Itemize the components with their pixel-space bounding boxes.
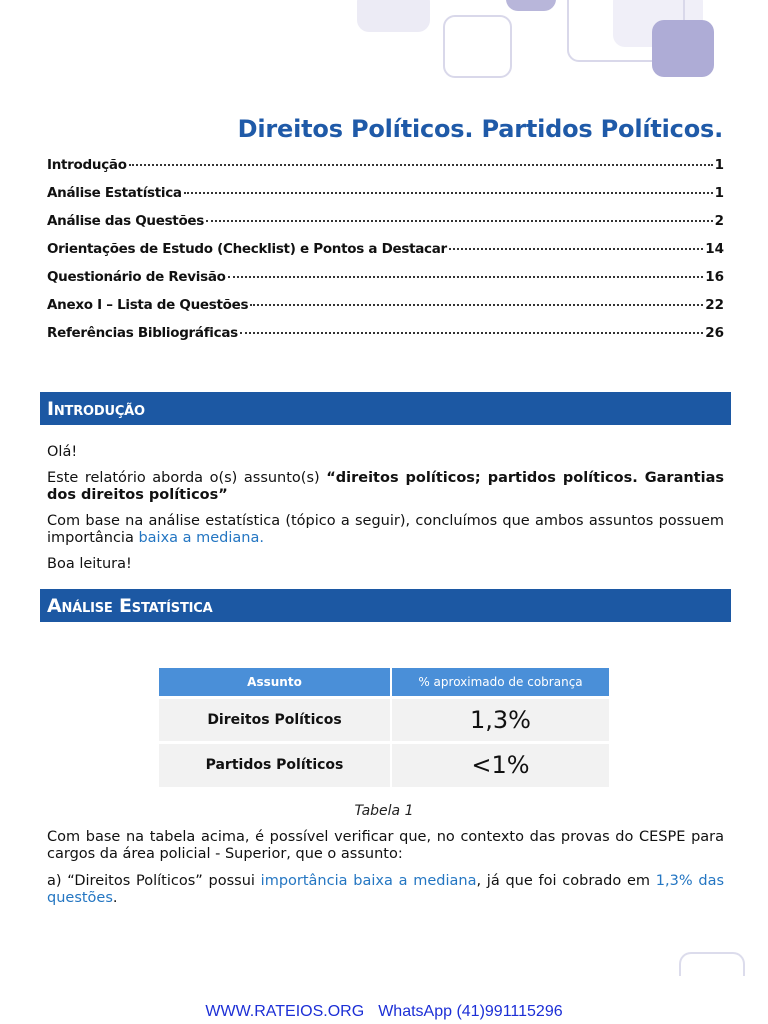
toc-entry-page: 1 [714, 157, 724, 173]
toc-entry-questionario[interactable] [47, 269, 724, 297]
toc-entry-label: Questionário de Revisão [47, 269, 226, 285]
toc-entry-page: 22 [705, 297, 724, 313]
intro-paragraph-1-text: Este relatório aborda o(s) assunto(s) [47, 470, 327, 486]
analysis-paragraph-2-mid: , já que foi cobrado em [476, 873, 656, 889]
toc-leader-dots [240, 332, 703, 334]
analysis-paragraph-2-end: . [112, 890, 118, 906]
importance-highlight: baixa a mediana. [138, 530, 264, 546]
column-header-assunto: Assunto [159, 668, 391, 697]
decorative-square [357, 0, 430, 32]
table-caption: Tabela 1 [354, 803, 414, 819]
toc-leader-dots [184, 192, 713, 194]
toc-entry-label: Análise das Questões [47, 213, 205, 229]
footer-site-link[interactable]: WWW.RATEIOS.ORG [205, 1003, 365, 1020]
toc-leader-dots [449, 248, 703, 250]
toc-entry-page: 26 [705, 325, 724, 341]
section-heading-introducao: Introdução [40, 392, 731, 425]
intro-paragraph-2-text: Com base na análise estatística (tópico a seguir), concluímos que ambos assuntos possuem importância [47, 513, 724, 546]
statistics-table [159, 668, 611, 787]
toc-leader-dots [228, 276, 704, 278]
section-heading-analise-estatistica: Análise Estatística [40, 589, 731, 622]
decorative-square [652, 20, 714, 77]
table-cell-assunto: Partidos Políticos [159, 742, 391, 787]
toc-entry-anexo[interactable] [47, 297, 724, 325]
footer-whatsapp[interactable]: WhatsApp (41)991115296 [378, 1003, 563, 1020]
table-row [159, 697, 610, 742]
toc-entry-page: 16 [705, 269, 724, 285]
intro-paragraph-2 [47, 513, 724, 547]
toc-entry-page: 1 [714, 185, 724, 201]
toc-leader-dots [250, 304, 703, 306]
toc-leader-dots [129, 164, 713, 166]
closing-text: Boa leitura! [47, 556, 132, 572]
intro-subject-quote: “direitos políticos; partidos políticos. Garantias dos direitos políticos” [47, 470, 724, 503]
toc-entry-page: 2 [714, 213, 724, 229]
greeting-text: Olá! [47, 444, 78, 460]
column-header-percentual: % aproximado de cobrança [391, 668, 610, 697]
document-title: Direitos Políticos. Partidos Políticos. [237, 115, 723, 143]
table-cell-percentual: 1,3% [391, 697, 610, 742]
analysis-paragraph-2 [47, 873, 724, 907]
toc-entry-introducao[interactable] [47, 157, 724, 185]
percentage-highlight: 1,3% das questões [47, 873, 725, 906]
toc-entry-analise-estatistica[interactable] [47, 185, 724, 213]
decorative-square-outline [443, 15, 512, 78]
toc-entry-label: Orientações de Estudo (Checklist) e Pontos a Destacar [47, 241, 447, 257]
table-row [159, 742, 610, 787]
table-cell-assunto: Direitos Políticos [159, 697, 391, 742]
toc-entry-page: 14 [705, 241, 724, 257]
decorative-square [506, 0, 556, 11]
toc-entry-label: Anexo I – Lista de Questões [47, 297, 249, 313]
toc-entry-label: Introdução [47, 157, 127, 173]
toc-entry-label: Referências Bibliográficas [47, 325, 238, 341]
toc-entry-label: Análise Estatística [47, 185, 182, 201]
analysis-paragraph-2-text: a) “Direitos Políticos” possui [47, 873, 261, 889]
table-header-row [159, 668, 610, 697]
importance-highlight: importância baixa a mediana [260, 873, 477, 889]
toc-entry-analise-questoes[interactable] [47, 213, 724, 241]
toc-entry-orientacoes[interactable] [47, 241, 724, 269]
table-cell-percentual: <1% [391, 742, 610, 787]
page-corner-tab [679, 952, 745, 976]
intro-paragraph-1 [47, 470, 724, 504]
table-of-contents [47, 157, 724, 353]
toc-entry-referencias[interactable] [47, 325, 724, 353]
toc-leader-dots [206, 220, 713, 222]
analysis-paragraph-1: Com base na tabela acima, é possível verificar que, no contexto das provas do CESPE para cargos da área policial - Superior, que o assunto: [47, 829, 724, 862]
footer-watermark [0, 1003, 768, 1021]
